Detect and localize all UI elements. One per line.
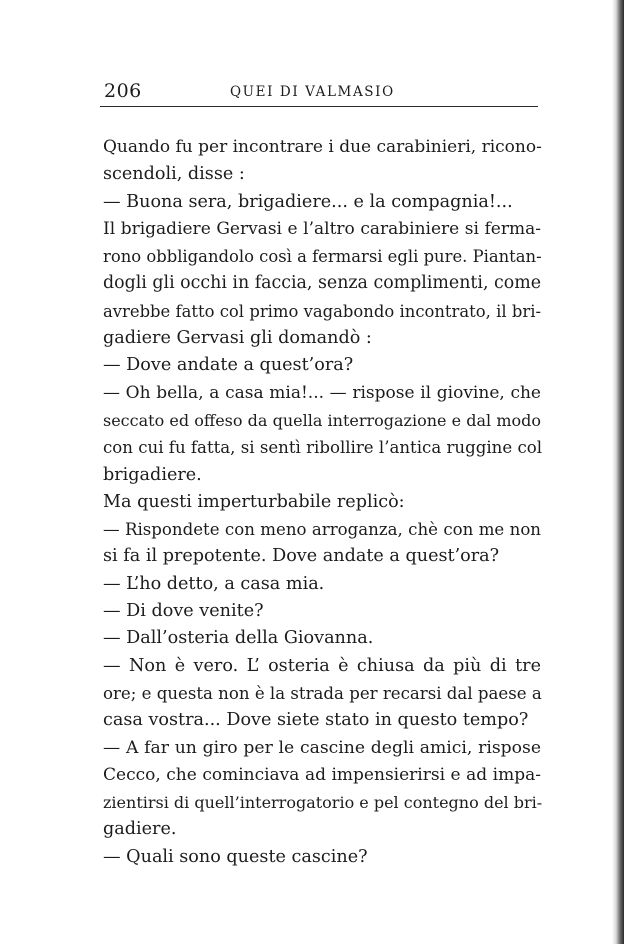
text-line: dogli gli occhi in faccia, senza complimenti, come — [103, 273, 541, 294]
page-edge-shadow — [612, 0, 624, 944]
text-line: brigadiere. — [103, 464, 202, 485]
text-line: — Quali sono queste cascine? — [103, 846, 368, 867]
text-line: gadiere. — [103, 819, 177, 840]
page-number: 206 — [104, 80, 142, 102]
text-line: Quando fu per incontrare i due carabinieri, ricono- — [103, 137, 542, 157]
text-line: — L’ho detto, a casa mia. — [103, 573, 325, 594]
text-line: ore; e questa non è la strada per recarsi dal paese a — [103, 683, 542, 703]
text-line: gadiere Gervasi gli domandò : — [103, 328, 372, 349]
text-line: — Di dove venite? — [103, 601, 264, 622]
text-line: — Dall’osteria della Giovanna. — [103, 628, 374, 649]
text-line: rono obbligandolo così a fermarsi egli pure. Piantan- — [103, 247, 542, 267]
text-line: — Oh bella, a casa mia!... — rispose il giovine, che — [103, 382, 541, 403]
text-line: — A far un giro per le cascine degli amici, rispose — [103, 737, 541, 758]
text-line: — Buona sera, brigadiere... e la compagnia!... — [103, 191, 513, 212]
text-line: scendoli, disse : — [103, 164, 245, 185]
text-line: seccato ed offeso da quella interrogazione e dal modo — [103, 410, 541, 430]
text-line: Il brigadiere Gervasi e l’altro carabiniere si ferma- — [103, 218, 541, 239]
text-line: — Dove andate a quest’ora? — [103, 355, 354, 376]
text-line: Ma questi imperturbabile replicò: — [103, 491, 405, 512]
header-rule — [100, 106, 538, 107]
text-line: — Non è vero. L’ osteria è chiusa da più di tre — [103, 655, 541, 676]
body-text — [103, 134, 541, 871]
text-line: — Rispondete con meno arroganza, chè con me non — [103, 520, 541, 540]
text-line: con cui fu fatta, si sentì ribollire l’antica ruggine col — [103, 438, 543, 458]
text-line: zientirsi di quell’interrogatorio e pel contegno del bri- — [103, 793, 543, 813]
text-line: si fa il prepotente. Dove andate a quest’ora? — [103, 546, 500, 567]
text-line: avrebbe fatto col primo vagabondo incontrato, il bri- — [103, 301, 541, 321]
text-line: casa vostra... Dove siete stato in questo tempo? — [103, 710, 529, 731]
running-title: QUEI DI VALMASIO — [230, 84, 395, 100]
page-header — [104, 80, 540, 106]
text-line: Cecco, che cominciava ad impensierirsi e ad impa- — [103, 764, 541, 785]
